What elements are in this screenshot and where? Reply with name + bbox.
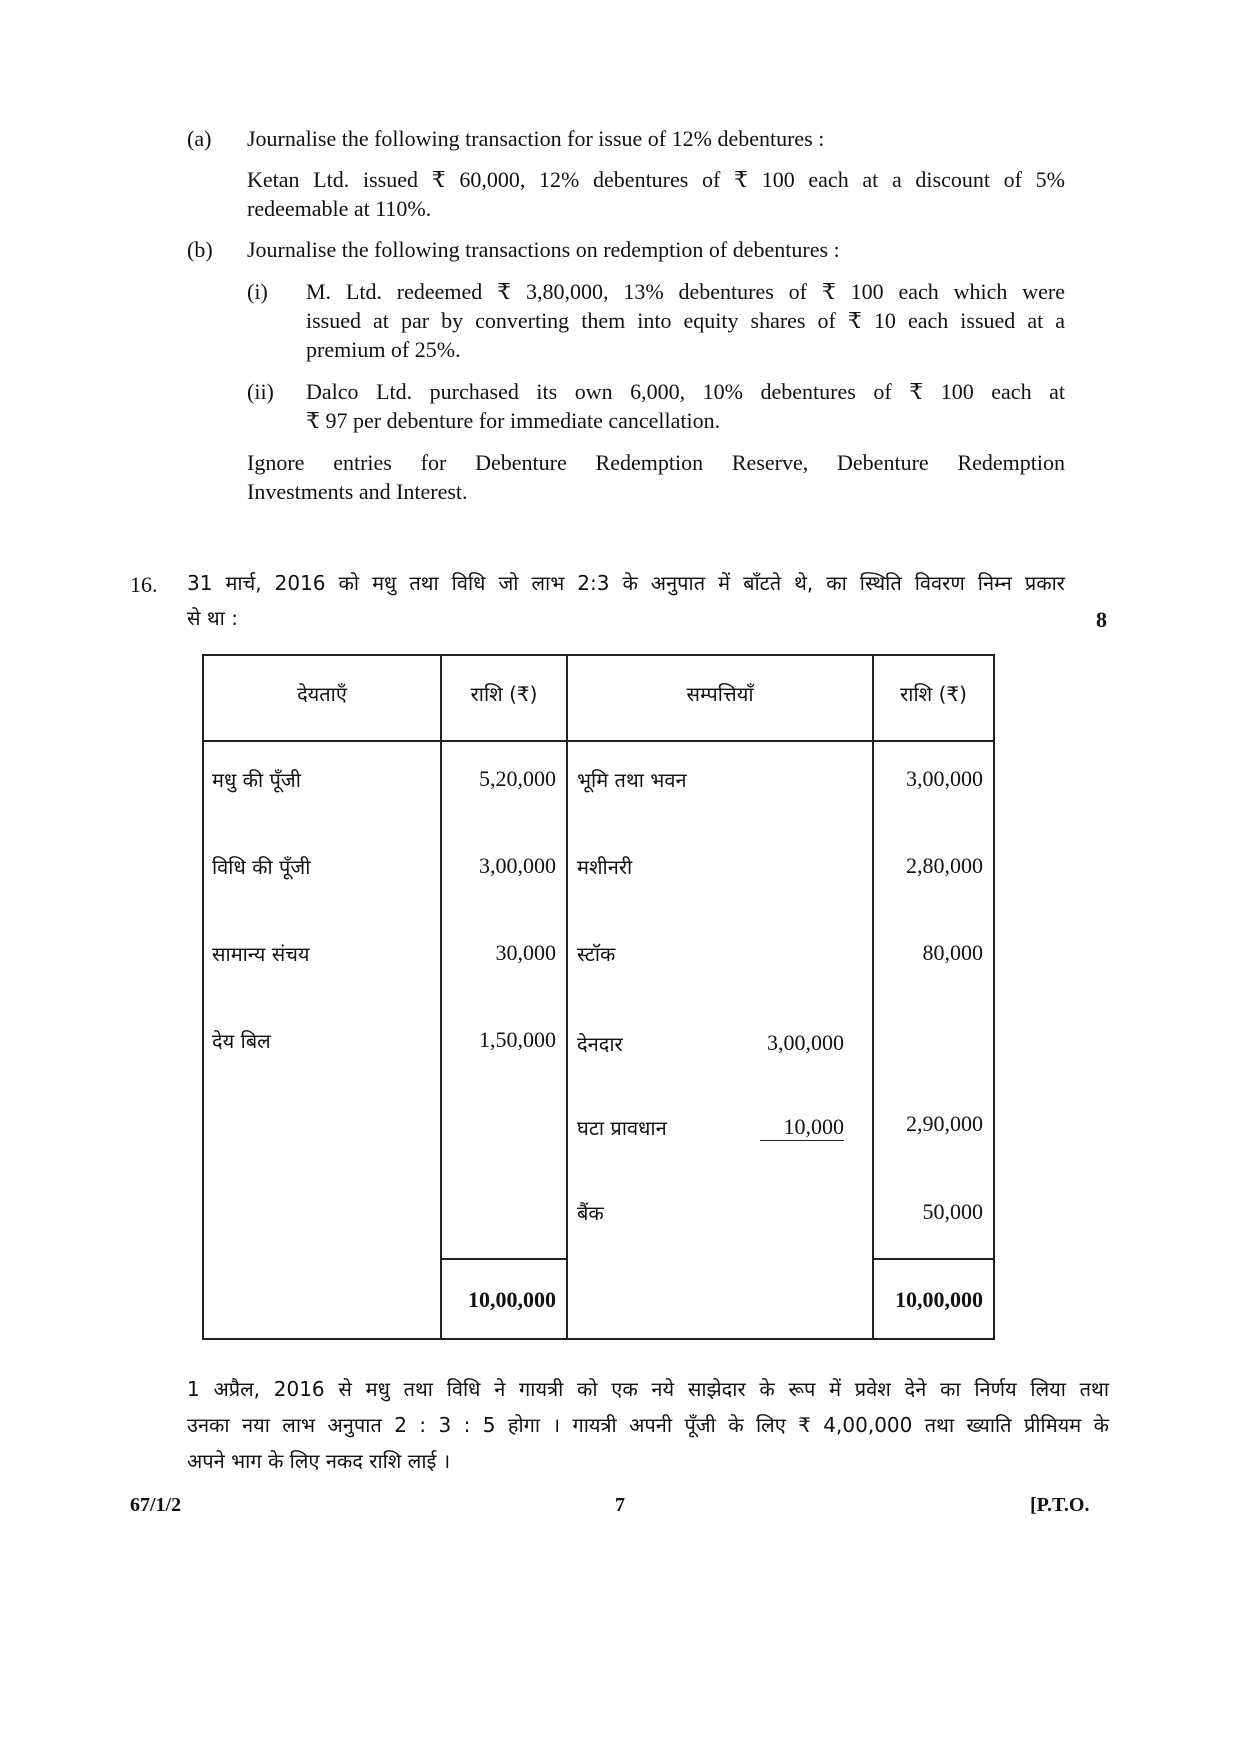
part-b-i-label: (i) — [247, 279, 268, 304]
part-b-i-line3: premium of 25%. — [306, 337, 461, 362]
asset-debtors-sub-amount: 3,00,000 — [767, 1030, 844, 1055]
closing-line1: 1 अप्रैल, 2016 से मधु तथा विधि ने गायत्री को एक नये साझेदार के रूप में प्रवेश देने का निर्णय लिया तथा — [187, 1377, 1109, 1401]
asset-bank: बैंक — [577, 1201, 604, 1225]
part-a-label: (a) — [187, 126, 212, 151]
asset-land-building: भूमि तथा भवन — [577, 768, 687, 792]
asset-provision-sub-amount: 10,000 — [783, 1114, 844, 1139]
liability-amount: 1,50,000 — [479, 1027, 556, 1052]
liability-bills-payable: देय बिल — [212, 1029, 271, 1053]
header-amount-liabilities: राशि (₹) — [470, 682, 538, 706]
part-b-i-line1: M. Ltd. redeemed ₹ 3,80,000, 13% debentures of ₹ 100 each which were — [306, 279, 1065, 304]
header-liabilities: देयताएँ — [297, 682, 347, 706]
liability-general-reserve: सामान्य संचय — [212, 942, 310, 966]
liability-amount: 3,00,000 — [479, 853, 556, 878]
header-amount-assets: राशि (₹) — [900, 682, 967, 706]
part-b-ii-line1: Dalco Ltd. purchased its own 6,000, 10% debentures of ₹ 100 each at — [306, 379, 1065, 404]
part-b-ignore-line2: Investments and Interest. — [247, 479, 468, 504]
liability-madhu-capital: मधु की पूँजी — [212, 768, 301, 792]
total-assets: 10,00,000 — [895, 1287, 983, 1312]
total-liabilities: 10,00,000 — [468, 1287, 556, 1312]
part-b-text: Journalise the following transactions on redemption of debentures : — [247, 237, 840, 262]
liability-amount: 5,20,000 — [479, 766, 556, 791]
part-b-ii-line2: ₹ 97 per debenture for immediate cancellation. — [306, 408, 721, 433]
asset-amount: 50,000 — [922, 1199, 983, 1224]
footer-page-number: 7 — [615, 1494, 625, 1516]
asset-machinery: मशीनरी — [577, 855, 633, 879]
q16-number: 16. — [130, 572, 158, 597]
part-a-text: Journalise the following transaction for issue of 12% debentures : — [247, 126, 825, 151]
liability-vidhi-capital: विधि की पूँजी — [212, 855, 311, 879]
footer-pto: [P.T.O. — [1030, 1494, 1090, 1516]
asset-amount: 2,80,000 — [906, 853, 983, 878]
q16-line2: से था : — [187, 606, 238, 630]
footer-code: 67/1/2 — [130, 1494, 182, 1516]
part-b-i-line2: issued at par by converting them into equity shares of ₹ 10 each issued at a — [306, 308, 1065, 333]
closing-line2: उनका नया लाभ अनुपात 2 : 3 : 5 होगा । गायत्री अपनी पूँजी के लिए ₹ 4,00,000 तथा ख्याति प्रीमियम के — [187, 1413, 1109, 1437]
part-a-detail-line2: redeemable at 110%. — [247, 196, 432, 221]
asset-amount: 2,90,000 — [906, 1111, 983, 1136]
asset-debtors: देनदार — [577, 1032, 623, 1056]
asset-less-provision: घटा प्रावधान — [577, 1116, 667, 1140]
part-b-label: (b) — [187, 237, 213, 262]
q16-line1: 31 मार्च, 2016 को मधु तथा विधि जो लाभ 2:3 के अनुपात में बाँटते थे, का स्थिति विवरण निम्न प्रकार — [187, 571, 1065, 595]
asset-stock: स्टॉक — [577, 942, 616, 966]
liability-amount: 30,000 — [495, 940, 556, 965]
closing-line3: अपने भाग के लिए नकद राशि लाई । — [187, 1449, 451, 1473]
part-b-ii-label: (ii) — [247, 379, 274, 404]
asset-amount: 80,000 — [922, 940, 983, 965]
header-assets: सम्पत्तियाँ — [686, 682, 754, 706]
q16-marks: 8 — [1096, 607, 1107, 632]
asset-amount: 3,00,000 — [906, 766, 983, 791]
part-a-detail-line1: Ketan Ltd. issued ₹ 60,000, 12% debentures of ₹ 100 each at a discount of 5% — [247, 167, 1065, 192]
part-b-ignore-line1: Ignore entries for Debenture Redemption Reserve, Debenture Redemption — [247, 450, 1065, 475]
